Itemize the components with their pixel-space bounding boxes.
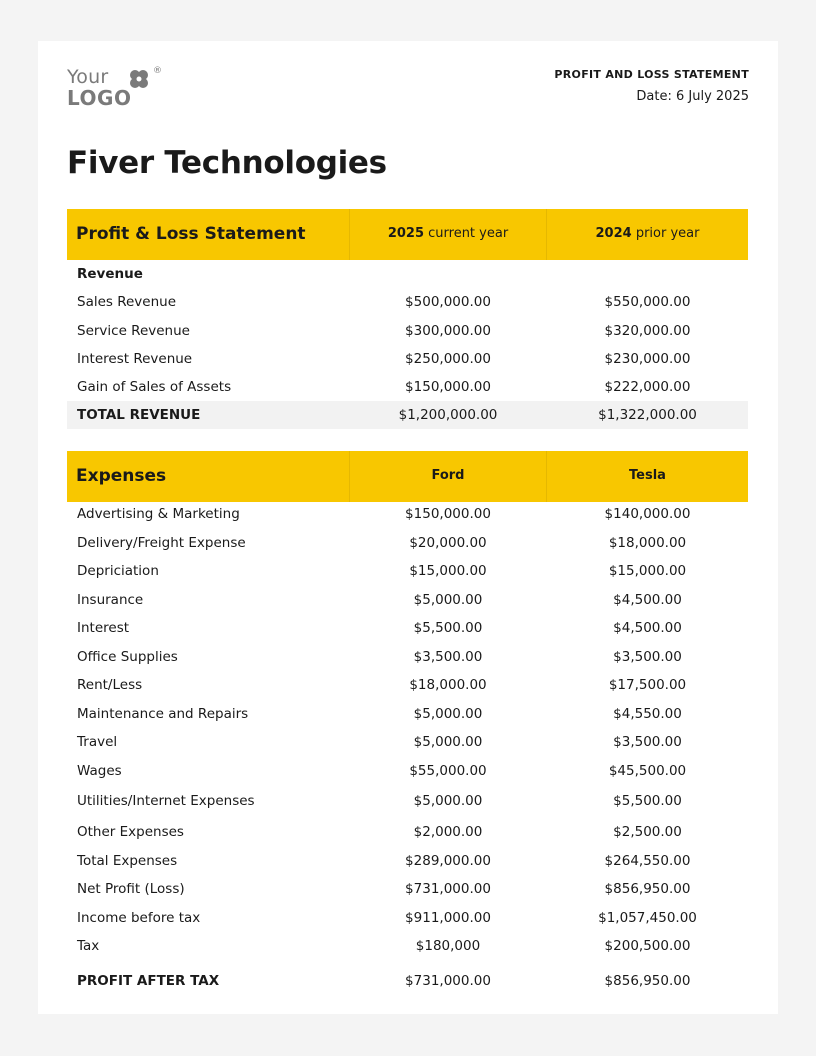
expenses-table-title: Expenses [76,466,167,486]
row-value-ford: $55,000.00 [409,763,487,779]
row-value-tesla: $45,500.00 [608,763,687,779]
row-value-tesla: $1,057,450.00 [598,910,697,926]
row-value-tesla: $856,950.00 [604,973,691,989]
row-value-tesla: $18,000.00 [608,535,687,551]
company-logo [67,66,167,114]
row-value-ford: $5,500.00 [413,620,483,636]
row-value-current: $150,000.00 [405,379,491,395]
row-value-prior: $222,000.00 [604,379,691,395]
row-value-ford: $180,000 [415,938,481,954]
row-value-tesla: $4,550.00 [613,706,682,722]
column-header-ford: Ford [431,468,465,483]
row-label: Depriciation [77,563,159,579]
row-value-tesla: $17,500.00 [608,677,687,693]
row-label: Insurance [77,592,144,608]
row-value-current: $1,200,000.00 [398,407,498,423]
column-header-tesla: Tesla [629,468,666,483]
revenue-section-row [67,260,748,288]
row-value-tesla: $264,550.00 [604,853,691,869]
document-page [38,41,778,1014]
row-label: Advertising & Marketing [77,506,240,522]
row-value-tesla: $140,000.00 [604,506,691,522]
row-label: Total Expenses [77,853,178,869]
revenue-table-title: Profit & Loss Statement [76,224,306,244]
row-value-tesla: $4,500.00 [613,620,682,636]
row-value-current: $300,000.00 [405,323,491,339]
row-value-prior: $1,322,000.00 [598,407,697,423]
row-value-tesla: $5,500.00 [613,793,682,809]
row-value-tesla: $3,500.00 [613,649,682,665]
row-value-ford: $911,000.00 [405,910,491,926]
statement-date: Date: 6 July 2025 [636,89,749,104]
row-value-ford: $289,000.00 [405,853,491,869]
profit-after-tax-row [67,967,748,995]
table-row [67,345,748,373]
column-header-current-year: 2025 current year [387,226,509,241]
table-row [67,700,748,728]
table-row [67,818,748,846]
row-label: Income before tax [77,910,201,926]
row-value-ford: $731,000.00 [405,973,491,989]
registered-mark: ® [153,66,162,76]
row-label: Rent/Less [77,677,143,693]
row-value-prior: $550,000.00 [604,294,691,310]
table-row [67,557,748,585]
table-row [67,643,748,671]
expenses-table-header [67,451,748,502]
row-value-ford: $20,000.00 [409,535,487,551]
row-value-ford: $5,000.00 [413,793,483,809]
table-row [67,529,748,557]
row-label: Delivery/Freight Expense [77,535,246,551]
logo-line2: LOGO [67,86,132,110]
row-value-ford: $731,000.00 [405,881,491,897]
table-row [67,288,748,316]
logo-flower-icon [129,69,149,89]
total-revenue-row [67,401,748,429]
row-value-tesla: $2,500.00 [613,824,682,840]
statement-title: PROFIT AND LOSS STATEMENT [554,68,749,81]
table-row [67,728,748,756]
row-value-ford: $5,000.00 [413,734,483,750]
table-row [67,373,748,401]
row-value-ford: $18,000.00 [409,677,487,693]
revenue-section-label: Revenue [77,266,143,282]
row-label: Wages [77,763,122,779]
row-label: PROFIT AFTER TAX [77,973,220,989]
row-value-current: $500,000.00 [405,294,491,310]
table-row [67,757,748,785]
row-label: Maintenance and Repairs [77,706,249,722]
row-value-tesla: $4,500.00 [613,592,682,608]
row-label: Sales Revenue [77,294,177,310]
company-name: Fiver Technologies [67,145,387,181]
row-label: Gain of Sales of Assets [77,379,232,395]
row-value-current: $250,000.00 [405,351,491,367]
row-label: Utilities/Internet Expenses [77,793,255,809]
row-label: Service Revenue [77,323,190,339]
table-row [67,500,748,528]
table-row [67,586,748,614]
row-label: Net Profit (Loss) [77,881,185,897]
row-label: Interest [77,620,130,636]
table-row [67,787,748,815]
row-label: Tax [77,938,100,954]
row-label: Office Supplies [77,649,178,665]
row-value-ford: $15,000.00 [409,563,487,579]
row-value-ford: $3,500.00 [413,649,483,665]
table-row [67,932,748,960]
row-label: TOTAL REVENUE [77,407,201,423]
table-row [67,671,748,699]
row-label: Interest Revenue [77,351,193,367]
revenue-table-header [67,209,748,260]
row-value-tesla: $200,500.00 [604,938,691,954]
table-row [67,875,748,903]
row-value-ford: $2,000.00 [413,824,483,840]
row-label: Other Expenses [77,824,184,840]
table-row [67,847,748,875]
table-row [67,904,748,932]
table-row [67,614,748,642]
table-row [67,317,748,345]
column-header-prior-year: 2024 prior year [595,226,700,241]
row-value-ford: $5,000.00 [413,706,483,722]
row-value-ford: $5,000.00 [413,592,483,608]
row-value-tesla: $15,000.00 [608,563,687,579]
row-value-ford: $150,000.00 [405,506,491,522]
logo-line1: Your [67,66,109,88]
row-value-tesla: $856,950.00 [604,881,691,897]
row-value-prior: $320,000.00 [604,323,691,339]
row-value-tesla: $3,500.00 [613,734,682,750]
row-value-prior: $230,000.00 [604,351,691,367]
row-label: Travel [77,734,118,750]
